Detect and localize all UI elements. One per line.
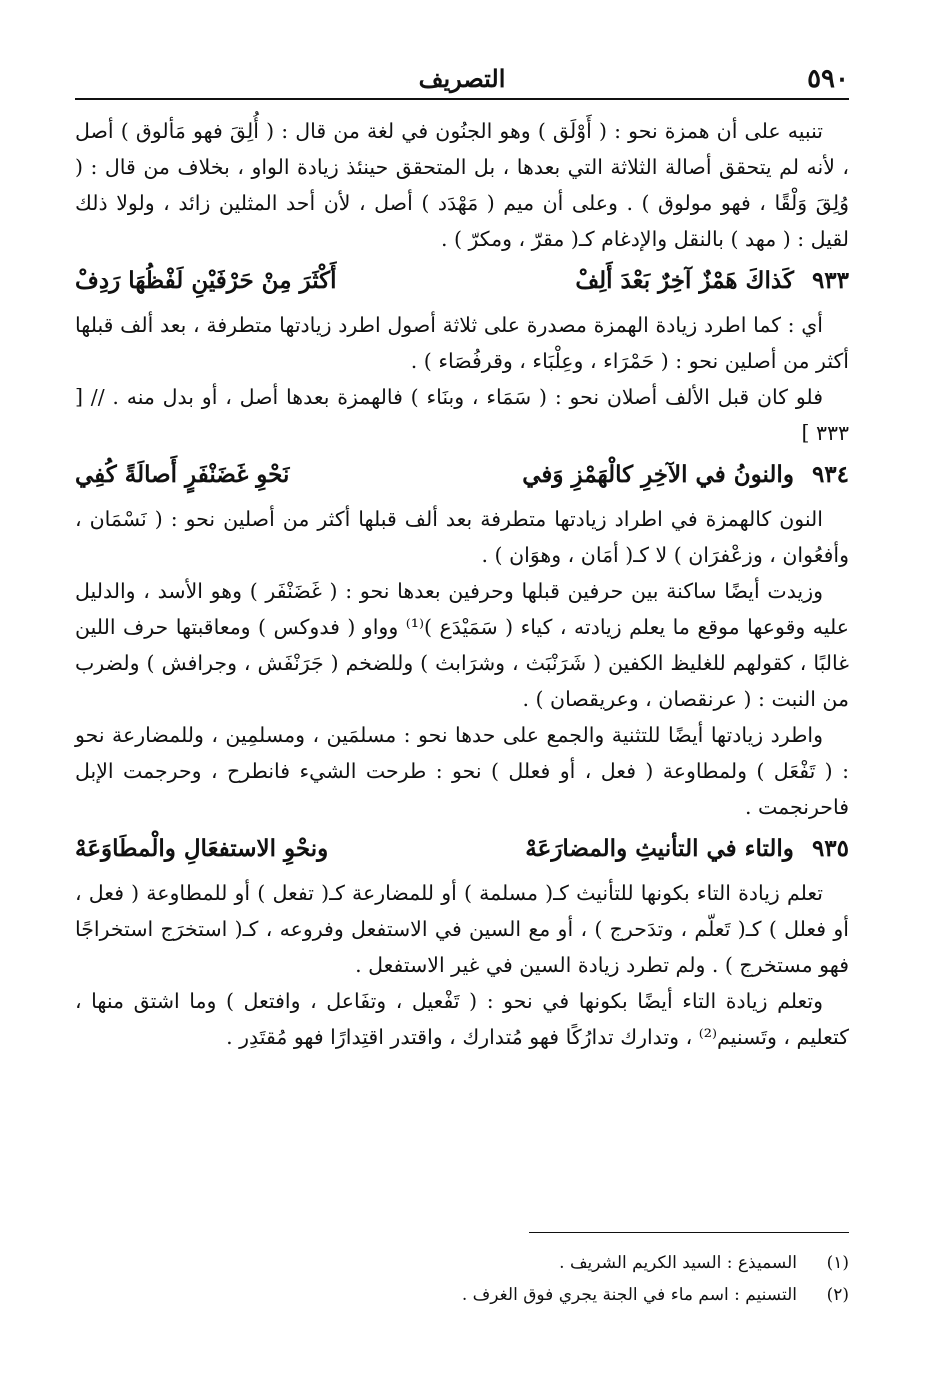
- footnote-text: السميذع : السيد الكريم الشريف .: [559, 1253, 797, 1273]
- verse-935: [75, 827, 849, 871]
- footnote-divider: [529, 1232, 849, 1233]
- running-title: التصريف: [418, 64, 506, 93]
- paragraph: تعلم زيادة التاء بكونها للتأنيث كـ( مسلمة ) أو للمضارعة كـ( تفعل ) أو للمطاوعة ( فعل ، أو فعلل ) كـ( تَعلّم ، وتدَحرج ) ، أو مع السين في الاستفعل وفروعه ، كـ( استخرَج استخراجًا فهو مستخرج ) . ولم تطرد زيادة السين في غير الاستفعل .: [75, 881, 849, 977]
- footnote: [75, 1279, 849, 1311]
- page-number: ٥٩٠: [807, 64, 849, 94]
- verse-hemistich-second: ونحْوِ الاستفعَالِ والْمطَاوَعَهْ: [75, 835, 329, 862]
- footnote-number: (١): [826, 1253, 849, 1273]
- paragraph: النون كالهمزة في اطراد زيادتها متطرفة بعد ألف قبلها أكثر من أصلين نحو : ( نَسْمَان ، وأفعُوان ، وزعْفرَان ) لا كـ( أمَان ، وهوَان ) .: [75, 507, 849, 567]
- verse-hemistich-second: أَكْثَرَ مِنْ حَرْفَيْنِ لَفْظُهَا رَدِفْ: [75, 267, 337, 294]
- verse-number: ٩٣٤: [811, 461, 849, 488]
- verse-934: [75, 453, 849, 497]
- verse-hemistich-second: نَحْوِ غَضَنْفَرٍ أَصالَةً كُفِي: [75, 461, 290, 488]
- verse-hemistich-first: والنونُ في الآخِرِ كالْهَمْزِ وَفي: [522, 461, 794, 488]
- paragraph: أي : كما اطرد زيادة الهمزة مصدرة على ثلاثة أصول اطرد زيادتها متطرفة ، بعد ألف قبلها أكثر من أصلين نحو : ( حَمْرَاء ، وعِلْبَاء ، وقرفُصَاء ) .: [75, 313, 849, 373]
- verse-number: ٩٣٣: [811, 267, 849, 294]
- paragraph: وتعلم زيادة التاء أيضًا بكونها في نحو : ( تَفْعيل ، وتفَاعل ، وافتعل ) وما اشتق منها ، كتعليم ، وتَسنيم⁽²⁾ ، وتدارك تدارُكًا فهو مُتدارك ، واقتدر اقتِدارًا فهو مُقتَدِر .: [75, 989, 849, 1049]
- footnote-number: (٢): [826, 1285, 849, 1305]
- footnote-text: التسنيم : اسم ماء في الجنة يجري فوق الغرف .: [461, 1285, 797, 1305]
- page-header: [75, 62, 849, 100]
- paragraph: تنبيه على أن همزة نحو : ( أَوْلَق ) وهو الجنُون في لغة من قال : ( أُلِقَ فهو مَألوق ) أصل ، لأنه لم يتحقق أصالة الثلاثة التي بعدها ، بل المتحقق حينئذ زيادة الواو ، بخلاف من قال : ( وُلِقَ وَلْقًا ، فهو مولوق ) . وعلى أن ميم ( مَهْدَد ) أصل ، لأن أحد المثلين زائد ، ولولا ذلك لقيل : ( مهد ) بالنقل والإدغام كـ( مقرّ ، ومكرّ ) .: [75, 119, 849, 251]
- paragraph: فلو كان قبل الألف أصلان نحو : ( سَمَاء ، وبنَاء ) فالهمزة بعدها أصل ، أو بدل منه . // [ ٣٣٣ ]: [75, 385, 849, 445]
- page-body: [75, 113, 849, 1055]
- verse-number: ٩٣٥: [811, 835, 849, 862]
- verse-933: [75, 259, 849, 303]
- paragraph: وزيدت أيضًا ساكنة بين حرفين قبلها وحرفين بعدها نحو : ( غَضَنْفَر ) وهو الأسد ، والدليل عليه وقوعها موقع ما يعلم زيادته ، كياء ( سَمَيْدَع )⁽¹⁾ وواو ( فدوكس ) ومعاقبتها حرف اللين غالبًا ، كقولهم للغليظ الكفين ( شَرَنْبَث ، وشرَابث ) وللضخم ( جَرَنْفَش ، وجرافش ) ولضرب من النبت : ( عرنقصان ، وعريقصان ) .: [75, 579, 849, 711]
- paragraph: واطرد زيادتها أيضًا للتثنية والجمع على حدها نحو : مسلمَين ، ومسلمِين ، وللمضارعة نحو : ( تَفْعَل ) ولمطاوعة ( فعل ، أو فعلل ) نحو : طرحت الشيء فانطرح ، وحرجمت الإبل فاحرنجمت .: [75, 723, 849, 819]
- verse-hemistich-first: كَذاكَ هَمْزٌ آخِرٌ بَعْدَ أَلِفْ: [575, 267, 794, 294]
- footnote: [75, 1247, 849, 1279]
- verse-hemistich-first: والتاء في التأنيثِ والمضارَعَهْ: [525, 835, 794, 862]
- footnotes: [75, 1232, 849, 1311]
